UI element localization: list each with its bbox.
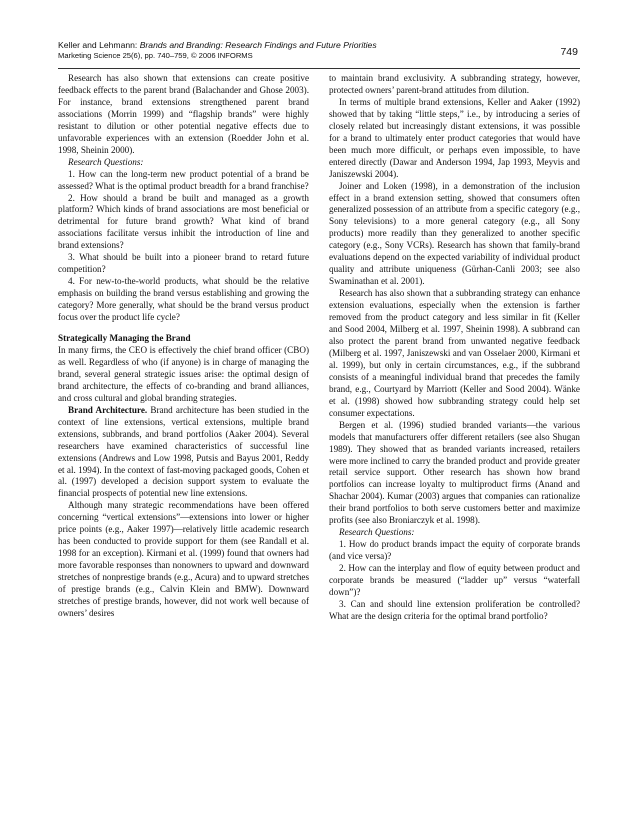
research-question-1: 1. How do product brands impact the equity of corporate brands (and vice versa)? bbox=[329, 539, 580, 562]
page-number: 749 bbox=[560, 46, 578, 58]
paragraph-brand-architecture bbox=[58, 405, 309, 501]
header-authors: Keller and Lehmann: bbox=[58, 40, 138, 50]
paragraph-text: Brand architecture has been studied in the context of line extensions, vertical extensions, multiple brand extensions, subbrands, and brand portfolios (Aaker 2004). Several researchers have examined characteristics of successful line extensions (Andrews and Low 1998, Putsis and Bayus 2001, Reddy et al. 1994). In the context of fast-moving packaged goods, Cohen et al. (1997) developed a decision support system to evaluate the financial prospects of potential new line extensions. bbox=[58, 404, 310, 499]
running-header bbox=[58, 40, 580, 66]
left-column bbox=[58, 73, 309, 620]
research-question-2: 2. How should a brand be built and managed as a growth platform? Which kinds of brand associations are most beneficial or detrimental for future brand growth? What kind of brand associations facilitate versus inhibit the introduction of line and brand extensions? bbox=[58, 192, 309, 251]
research-question-4: 4. For new-to-the-world products, what should be the relative emphasis on building the brand versus establishing and growing the category? More generally, what should be the brand versus product focus over the product life cycle? bbox=[58, 276, 309, 323]
paragraph: In terms of multiple brand extensions, Keller and Aaker (1992) showed that by taking “little steps,” i.e., by introducing a series of closely related but increasingly distant extensions, it was possible for a brand to ultimately enter product categories that would have been much more difficult, or perhaps even impossible, to have entered directly (Dawar and Anderson 1994, Jap 1993, Meyvis and Janiszewski 2004). bbox=[329, 96, 580, 179]
research-question-2: 2. How can the interplay and flow of equity between product and corporate brands be measured (“ladder up” versus “waterfall down”)? bbox=[329, 563, 580, 597]
research-questions-label: Research Questions: bbox=[68, 156, 144, 167]
header-citation: Marketing Science 25(6), pp. 740–759, © 2006 INFORMS bbox=[58, 50, 253, 60]
research-questions-label: Research Questions: bbox=[339, 527, 415, 538]
paragraph: In many firms, the CEO is effectively the chief brand officer (CBO) as well. Regardless of who (if anyone) is in charge of managing the brand, several general strategic issues arise: the optimal design of brand architecture, the effects of co-branding and brand alliances, and cross cultural and global branding strategies. bbox=[58, 344, 309, 403]
research-question-3: 3. Can and should line extension proliferation be controlled? What are the design criteria for the optimal brand portfolio? bbox=[329, 598, 580, 621]
header-rule bbox=[58, 68, 580, 69]
paragraph: Although many strategic recommendations have been offered concerning “vertical extensions”—extensions into lower or higher price points (e.g., Aaker 1997)—relatively little academic research has been conducted to provide support for them (see Randall et al. 1998 for an exception). Kirmani et al. (1999) found that owners had more favorable responses than nonowners to upward and downward stretches of nonprestige brands (e.g., Acura) and to upward stretches of prestige brands (e.g., Calvin Klein and BMW). Downward stretches of prestige brands, however, did not work well because of owners’ desires bbox=[58, 500, 309, 618]
paragraph: to maintain brand exclusivity. A subbranding strategy, however, protected owners’ parent-brand attitudes from dilution. bbox=[329, 73, 580, 95]
research-question-1: 1. How can the long-term new product potential of a brand be assessed? What is the optimal product breadth for a brand franchise? bbox=[58, 168, 309, 191]
paragraph: Research has also shown that a subbranding strategy can enhance extension evaluations, especially when the extension is farther removed from the product category and less similar in fit (Keller and Sood 2004, Milberg et al. 1997, Sheinin 1998). A subbrand can also protect the parent brand from unwanted negative feedback (Milberg et al. 1997, Janiszewski and van Osselaer 2000, Kirmani et al. 1999), but only in certain circumstances, e.g., if the subbrand consists of a meaningful individual brand that precedes the family brand, e.g., Courtyard by Marriott (Keller and Sood 2004). Wänke et al. (1998) showed how subbranding strategy could help set consumer expectations. bbox=[329, 288, 580, 418]
section-heading: Strategically Managing the Brand bbox=[58, 333, 191, 344]
research-question-3: 3. What should be built into a pioneer brand to retard future competition? bbox=[58, 252, 309, 275]
right-column bbox=[329, 73, 580, 623]
paragraph: Joiner and Loken (1998), in a demonstration of the inclusion effect in a brand extension setting, showed that consumers often generalized possession of an attribute from a specific category (e.g., Sony televisions) to a more general category (e.g., all Sony products) more readily than they generalized to another specific category (e.g., Sony VCRs). Research has shown that family-brand evaluations depend on the expected variability of individual product quality and attribute uniqueness (Gürhan-Canli 2003; see also Swaminathan et al. 2001). bbox=[329, 180, 580, 287]
header-title-line bbox=[58, 40, 580, 51]
subsection-heading: Brand Architecture. bbox=[68, 404, 148, 415]
header-article-title: Brands and Branding: Research Findings and Future Priorities bbox=[139, 40, 377, 50]
paragraph: Bergen et al. (1996) studied branded variants—the various models that manufacturers offer different retailers (see also Shugan 1989). They showed that as branded variants increased, retailers were more inclined to carry the branded product and provide greater retail service support. Other research has shown how brand portfolios can increase loyalty to multiproduct firms (Anand and Shachar 2004). Kumar (2003) argues that companies can rationalize their brand portfolios to both serve customers better and maximize profits (see also Broniarczyk et al. 1998). bbox=[329, 419, 580, 526]
paragraph: Research has also shown that extensions can create positive feedback effects to the parent brand (Balachander and Ghose 2003). For instance, brand extensions strengthened parent brand associations (Morrin 1999) and “flagship brands” were highly resistant to dilution or other potential negative effects due to unfavorable experiences with an extension (Roedder John et al. 1998, Sheinin 2000). bbox=[58, 73, 309, 155]
